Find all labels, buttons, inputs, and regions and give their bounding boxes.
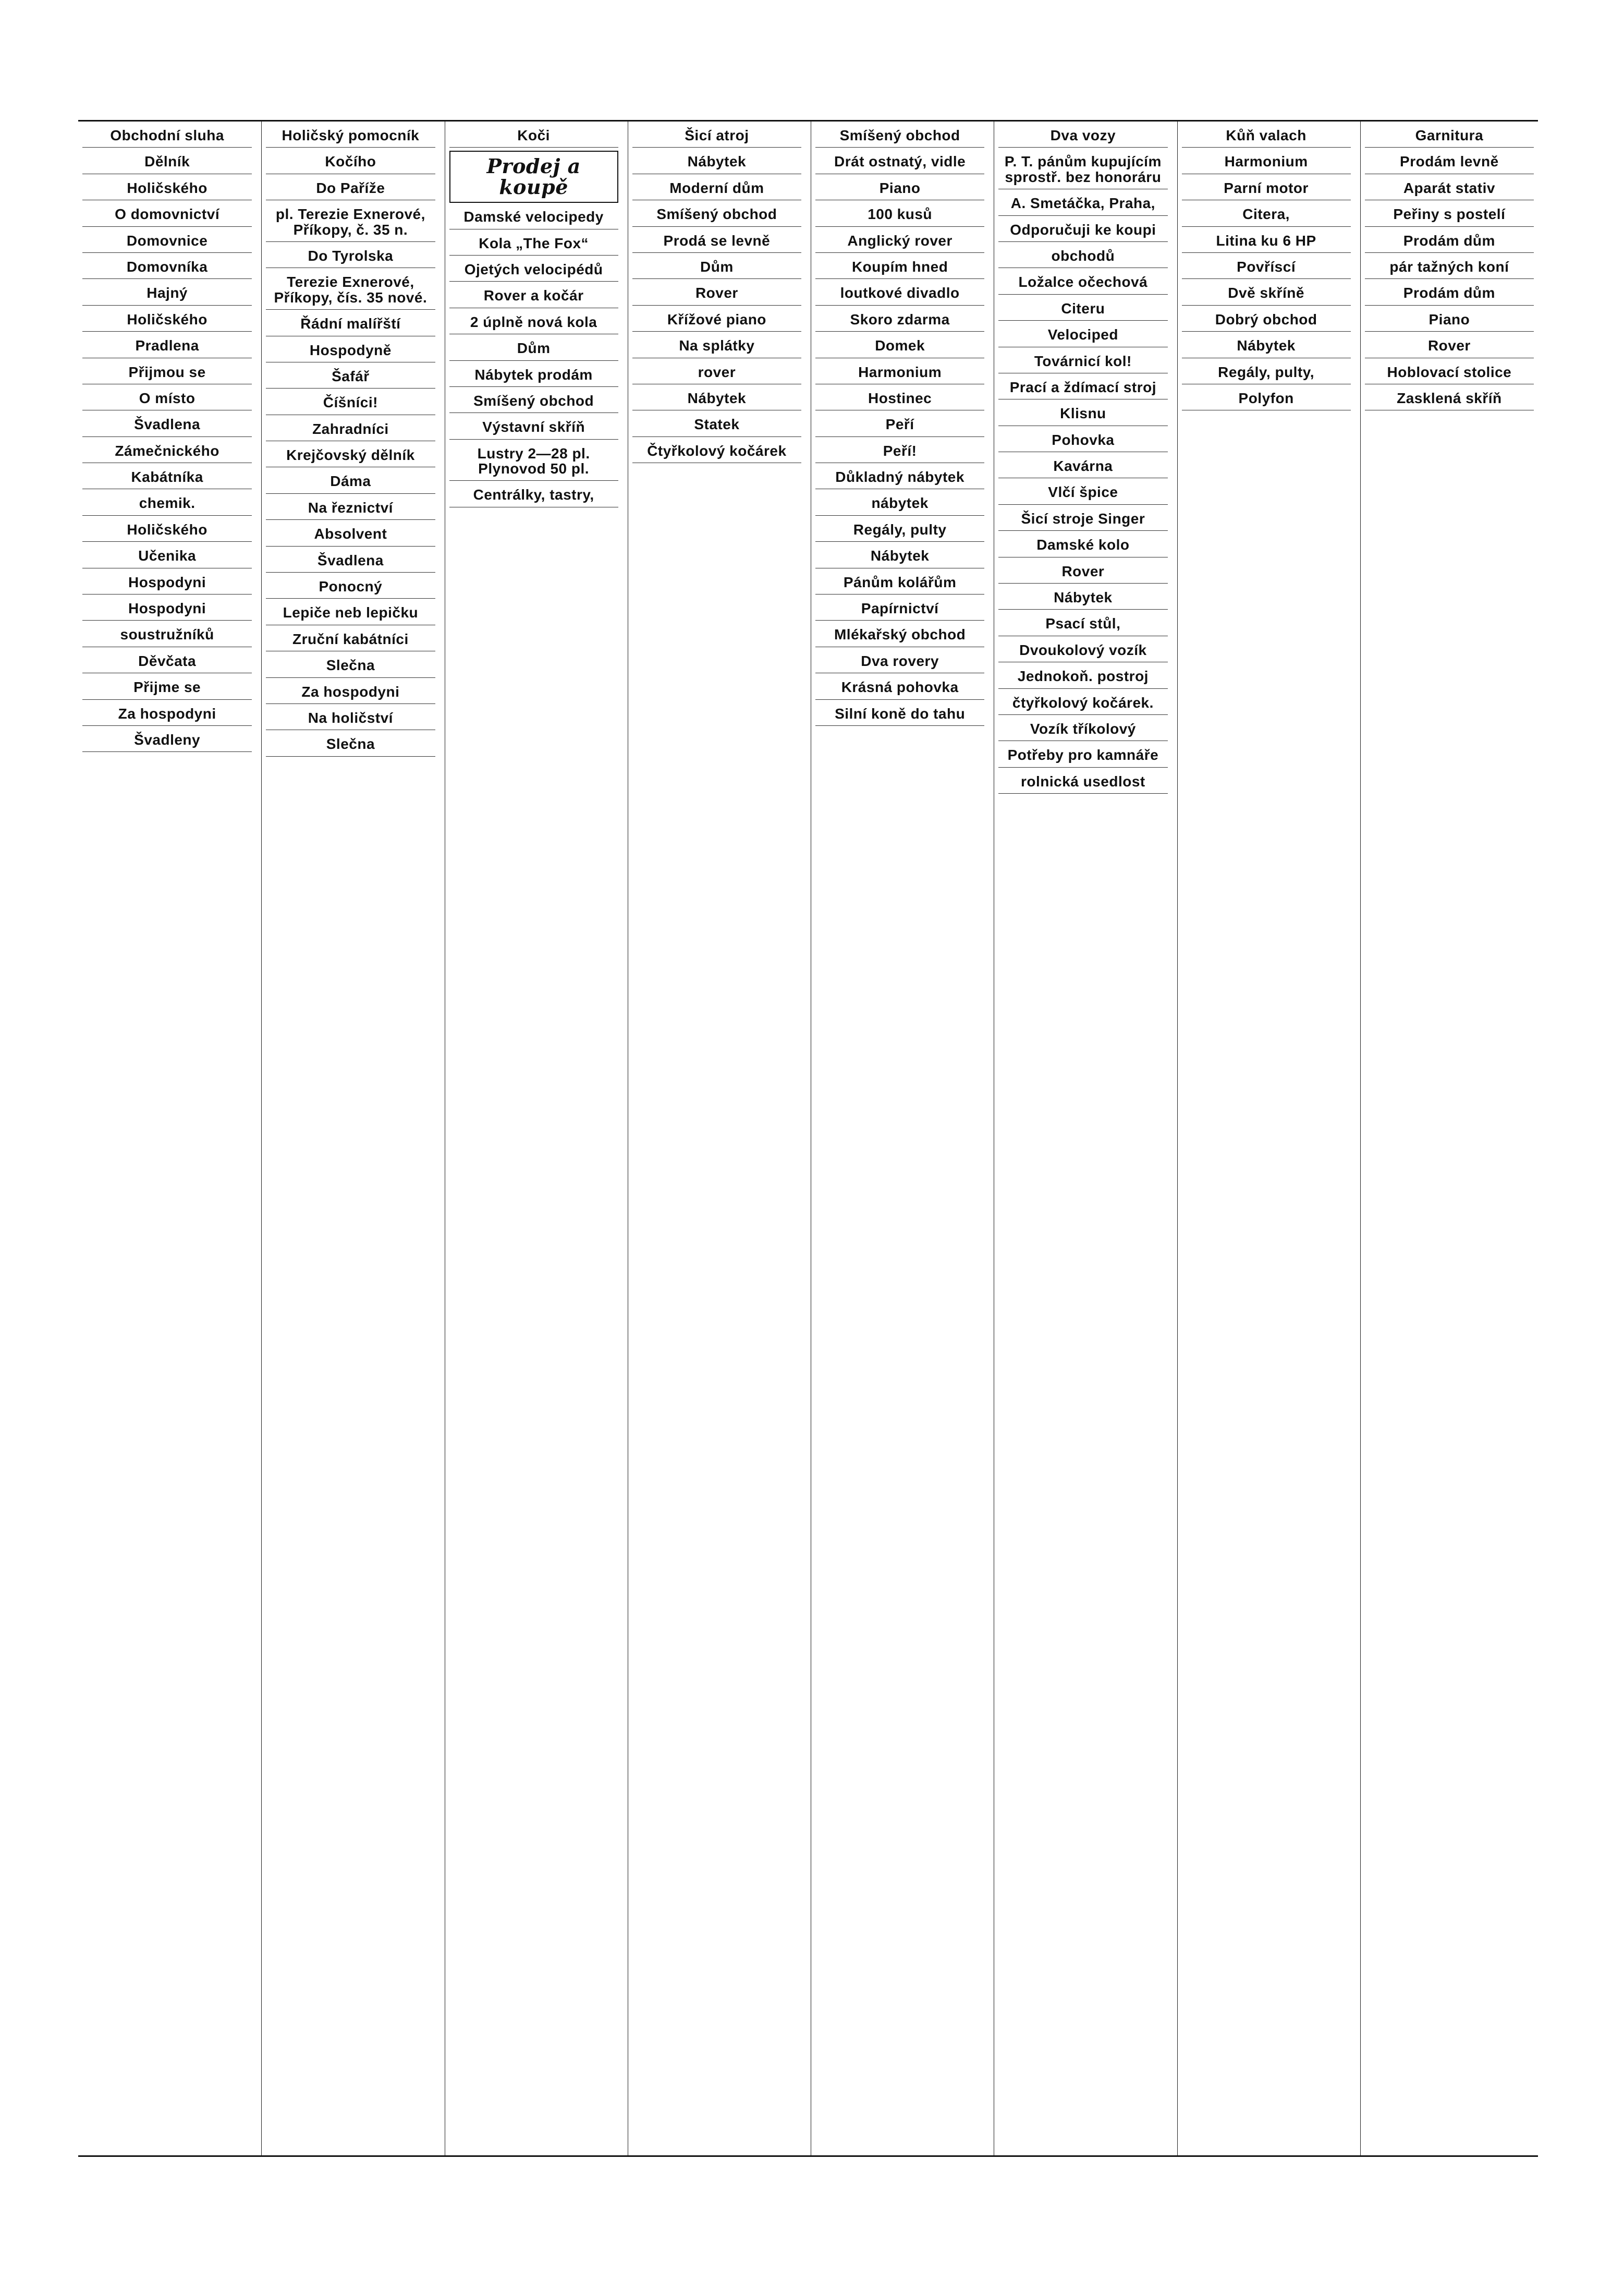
classified-ad	[632, 361, 801, 384]
ad-title: Ojetých velocipédů	[464, 261, 603, 277]
classified-ad	[449, 484, 618, 507]
ad-title: Ponocný	[319, 578, 383, 595]
ad-title: 2 úplně nová kola	[470, 313, 597, 330]
classified-ad	[998, 718, 1167, 741]
classified-ad	[82, 177, 252, 200]
ad-column	[994, 122, 1171, 2155]
classified-ad	[998, 245, 1167, 268]
ad-title: Číšníci!	[323, 394, 378, 411]
classified-ad	[82, 440, 252, 463]
classified-ad	[82, 466, 252, 489]
ad-title: Peřiny s postelí	[1393, 206, 1506, 223]
ad-title: Koupím hned	[851, 258, 948, 275]
classified-ad	[266, 707, 435, 730]
classified-ad	[266, 125, 435, 148]
ad-title: A. Smetáčka, Praha,	[1010, 195, 1155, 212]
classified-ad	[998, 151, 1167, 189]
ad-title: Kočího	[325, 153, 376, 170]
classified-ad	[266, 576, 435, 599]
ad-title: Mlékařský obchod	[834, 626, 966, 643]
classified-ad	[82, 519, 252, 542]
ad-title: Za hospodyni	[301, 683, 400, 700]
ad-title: Švadlena	[134, 416, 201, 433]
classified-ad	[632, 125, 801, 148]
ad-title: Smíšený obchod	[656, 206, 777, 223]
ad-title: Dvě skříně	[1228, 285, 1304, 301]
ad-title: rolnická usedlost	[1020, 773, 1145, 790]
classified-ad	[82, 256, 252, 279]
ad-title: obchodů	[1051, 247, 1115, 264]
ad-title: Papírnictví	[861, 600, 939, 617]
ad-title: pár tažných koní	[1389, 258, 1509, 275]
classified-ad	[266, 366, 435, 389]
classified-ad	[998, 377, 1167, 399]
classified-ad	[82, 125, 252, 148]
ad-column	[628, 122, 805, 2155]
classified-ad	[266, 550, 435, 573]
ad-title: Zámečnického	[115, 442, 219, 459]
classified-ad	[449, 443, 618, 481]
ad-title: Peří	[885, 416, 914, 433]
ad-title: Holičského	[127, 311, 207, 327]
classified-ad	[1182, 387, 1351, 410]
ad-title: Ložalce očechová	[1018, 274, 1148, 290]
classified-ad	[998, 429, 1167, 452]
classified-ad	[815, 309, 984, 332]
ad-title: Prodá se levně	[663, 232, 771, 249]
classified-ad	[632, 309, 801, 332]
ad-title: Hoblovací stolice	[1387, 363, 1512, 380]
classified-ad	[998, 350, 1167, 373]
ad-title: Hajný	[146, 285, 188, 301]
classified-ad	[815, 230, 984, 253]
ad-title: Křížové piano	[667, 311, 766, 327]
classified-ad	[266, 654, 435, 677]
ad-title: Čtyřkolový kočárek	[647, 442, 787, 459]
ad-title: Domovnice	[126, 232, 208, 249]
classified-ad	[632, 203, 801, 226]
ad-title: Anglický rover	[847, 232, 953, 249]
classified-ad	[815, 125, 984, 148]
ad-title: Dům	[517, 340, 551, 357]
classified-ad	[998, 219, 1167, 242]
classified-ad	[1365, 151, 1534, 174]
ad-column	[261, 122, 439, 2155]
ad-title: Krásná pohovka	[841, 679, 959, 696]
ad-title: Šafář	[332, 368, 370, 384]
ad-title: Šicí stroje Singer	[1021, 510, 1145, 527]
classified-ad	[449, 125, 618, 148]
classified-ad	[1365, 203, 1534, 226]
ad-title: Velociped	[1047, 326, 1118, 343]
classified-ad	[82, 151, 252, 174]
ad-title: Děvčata	[138, 652, 197, 669]
ad-title: Jednokoň. postroj	[1017, 668, 1149, 685]
ad-title: Švadleny	[134, 731, 201, 748]
classified-ad	[82, 545, 252, 568]
ad-title: Pohovka	[1052, 431, 1115, 448]
ad-title: Kůň valach	[1226, 127, 1306, 143]
ad-title: Citera,	[1242, 206, 1290, 223]
ad-title: Lustry 2—28 pl. Plynovod 50 pl.	[477, 445, 590, 477]
ad-title: P. T. pánům kupujícím sprostř. bez honoráru	[1004, 153, 1162, 185]
classified-ad	[82, 203, 252, 226]
classified-ad	[815, 650, 984, 673]
classified-ad	[266, 470, 435, 493]
ad-title: Polyfon	[1238, 390, 1294, 406]
classified-ad	[82, 309, 252, 332]
classified-ad	[1182, 282, 1351, 305]
ad-title: Do Paříže	[316, 179, 385, 196]
ad-title: Za hospodyni	[118, 705, 216, 722]
ad-title: Hospodyně	[309, 342, 392, 358]
section-heading: Prodej a koupě	[486, 154, 581, 199]
classified-ad	[449, 233, 618, 256]
classified-ad	[449, 311, 618, 334]
ad-title: Smíšený obchod	[839, 127, 960, 143]
ad-title: Dáma	[330, 473, 371, 490]
classified-ad	[815, 676, 984, 699]
classified-ad	[998, 561, 1167, 584]
classified-ad	[82, 361, 252, 384]
classified-ad	[998, 481, 1167, 504]
ad-title: Parní motor	[1224, 179, 1309, 196]
classified-ad	[266, 733, 435, 756]
classified-ad	[815, 545, 984, 568]
ad-title: Učenika	[138, 548, 197, 564]
ad-title: Odporučuji ke koupi	[1010, 221, 1156, 238]
ad-title: Regály, pulty	[853, 521, 947, 538]
ad-title: soustružníků	[120, 626, 214, 643]
classified-ad	[998, 613, 1167, 636]
classified-ad	[815, 203, 984, 226]
classified-ad	[449, 285, 618, 308]
classified-ad	[998, 692, 1167, 715]
ad-title: Aparát stativ	[1403, 179, 1495, 196]
classified-ad	[998, 665, 1167, 688]
ad-title: Povříscí	[1237, 258, 1296, 275]
ad-title: Psací stůl,	[1045, 615, 1121, 632]
classified-ad	[266, 628, 435, 651]
classified-ad	[632, 414, 801, 436]
ad-title: Prací a ždímací stroj	[1009, 379, 1157, 395]
ad-title: nábytek	[871, 495, 929, 512]
ad-title: Na holičství	[308, 709, 393, 726]
ad-title: Smíšený obchod	[473, 392, 594, 409]
ad-title: Důkladný nábytek	[835, 469, 964, 486]
ad-title: Harmonium	[1224, 153, 1308, 170]
ad-title: Obchodní sluha	[110, 127, 224, 143]
ad-title: Kabátníka	[131, 469, 203, 486]
classified-ad	[449, 337, 618, 360]
ad-title: Kola „The Fox“	[479, 235, 589, 251]
classified-ad	[815, 572, 984, 595]
ad-title: Terezie Exnerové, Příkopy, čís. 35 nové.	[274, 274, 428, 306]
classified-ad	[998, 639, 1167, 662]
classified-ad	[1182, 125, 1351, 148]
classified-ad	[449, 416, 618, 439]
classified-ad	[998, 403, 1167, 426]
classified-ad	[1365, 361, 1534, 384]
ad-title: Domek	[875, 337, 925, 354]
ad-title: Nábytek	[687, 153, 747, 170]
ad-title: Garnitura	[1415, 127, 1484, 143]
classified-ad	[266, 497, 435, 520]
classified-ad	[815, 335, 984, 358]
classified-ad	[815, 361, 984, 384]
ad-column	[445, 122, 622, 2155]
ad-title: 100 kusů	[868, 206, 933, 223]
section-heading-box	[449, 151, 618, 203]
ad-title: Továrnicí kol!	[1034, 353, 1132, 369]
classified-ad	[632, 230, 801, 253]
classified-ad	[998, 298, 1167, 321]
classified-ad	[266, 418, 435, 441]
ad-title: Rover	[1427, 337, 1471, 354]
classified-ad	[815, 519, 984, 542]
classified-ad	[1365, 230, 1534, 253]
classified-ad	[998, 455, 1167, 478]
classified-ad	[998, 192, 1167, 215]
ad-title: Dva rovery	[861, 652, 939, 669]
classified-ad	[815, 256, 984, 279]
classified-ad	[266, 523, 435, 546]
classified-ad	[815, 151, 984, 174]
classified-ad	[449, 364, 618, 387]
ad-title: Potřeby pro kamnáře	[1007, 747, 1159, 763]
ad-title: Dobrý obchod	[1215, 311, 1317, 327]
classified-ad	[82, 387, 252, 410]
classified-ad	[1182, 361, 1351, 384]
ad-title: Prodám dům	[1403, 285, 1495, 301]
classified-ad	[632, 282, 801, 305]
ad-title: Peří!	[883, 442, 917, 459]
classified-ad	[266, 245, 435, 268]
classified-ad	[1365, 177, 1534, 200]
ad-title: Moderní dům	[669, 179, 764, 196]
ad-title: Hospodyni	[128, 600, 206, 617]
classified-ad	[998, 324, 1167, 347]
ad-title: Lepiče neb lepičku	[283, 604, 419, 621]
ad-title: Na splátky	[679, 337, 755, 354]
classified-ad	[82, 650, 252, 673]
ad-title: Harmonium	[858, 363, 942, 380]
classified-ad	[266, 444, 435, 467]
classified-ad	[1365, 282, 1534, 305]
classified-ad	[815, 624, 984, 647]
ad-column	[1177, 122, 1355, 2155]
classified-ad	[449, 390, 618, 413]
ad-title: Do Tyrolska	[308, 247, 394, 264]
ad-title: chemik.	[139, 495, 196, 512]
classified-ad	[998, 534, 1167, 557]
classified-ad	[815, 703, 984, 726]
ad-title: Damské velocipedy	[463, 209, 604, 225]
classified-ad	[266, 151, 435, 174]
ad-title: Rover	[695, 285, 738, 301]
ad-title: Dvoukolový vozík	[1019, 641, 1147, 658]
ad-title: loutkové divadlo	[840, 285, 960, 301]
classified-ad	[815, 387, 984, 410]
classified-ad	[998, 744, 1167, 767]
classified-ad	[815, 177, 984, 200]
ad-title: Zasklená skříň	[1397, 390, 1502, 406]
ad-title: Nábytek	[1054, 589, 1113, 606]
ad-title: Absolvent	[314, 526, 387, 542]
ad-title: Dva vozy	[1050, 127, 1116, 143]
ad-title: Pánům kolářům	[843, 574, 957, 590]
classified-ad	[1182, 177, 1351, 200]
ad-title: Kavárna	[1053, 458, 1113, 475]
classified-ad	[82, 230, 252, 253]
ad-title: Slečna	[326, 736, 375, 753]
ad-title: Krejčovský dělník	[286, 447, 415, 464]
classified-ad	[815, 414, 984, 436]
ad-title: Statek	[694, 416, 740, 433]
classified-ad	[998, 271, 1167, 294]
ad-title: Rover	[1061, 563, 1105, 579]
classified-ad	[82, 414, 252, 436]
ad-title: Zruční kabátníci	[292, 630, 409, 647]
ad-title: Nábytek	[687, 390, 747, 406]
ad-title: Prodám dům	[1403, 232, 1495, 249]
classified-ad	[632, 387, 801, 410]
ad-title: Na řeznictví	[308, 499, 393, 516]
classified-ad	[1182, 230, 1351, 253]
classified-ad	[1182, 151, 1351, 174]
classified-ad	[998, 771, 1167, 794]
ad-title: Citeru	[1061, 300, 1105, 317]
classified-ad	[815, 282, 984, 305]
ad-title: Nábytek	[870, 548, 930, 564]
ad-title: pl. Terezie Exnerové, Příkopy, č. 35 n.	[275, 206, 425, 238]
ad-title: Centrálky, tastry,	[473, 487, 594, 503]
classified-ad	[815, 440, 984, 463]
ad-title: Vlčí špice	[1048, 484, 1118, 501]
classified-ad	[266, 602, 435, 625]
ad-title: Dům	[700, 258, 734, 275]
classified-ad	[82, 676, 252, 699]
ad-title: Slečna	[326, 657, 375, 674]
ad-title: Nábytek	[1237, 337, 1296, 354]
ad-title: Šicí atroj	[685, 127, 749, 143]
classified-ad	[82, 624, 252, 647]
classified-ad	[998, 587, 1167, 610]
ad-title: Domovníka	[126, 258, 208, 275]
ad-title: Piano	[879, 179, 921, 196]
ad-title: Koči	[517, 127, 550, 143]
ad-title: Prodám levně	[1400, 153, 1499, 170]
ad-title: Litina ku 6 HP	[1216, 232, 1316, 249]
classified-ad	[266, 339, 435, 362]
ad-title: rover	[698, 363, 736, 380]
ad-title: Hostinec	[868, 390, 932, 406]
ad-title: Švadlena	[317, 552, 384, 568]
classified-ad	[1365, 309, 1534, 332]
classified-ad	[1365, 387, 1534, 410]
classified-ad	[82, 282, 252, 305]
classified-ad	[82, 598, 252, 621]
classified-ad	[1365, 256, 1534, 279]
classified-ad	[1365, 335, 1534, 358]
classified-ad	[449, 259, 618, 282]
ad-title: Klisnu	[1060, 405, 1106, 422]
ad-title: Holičského	[127, 179, 207, 196]
classified-ad	[815, 466, 984, 489]
classified-ad	[815, 598, 984, 621]
classified-ad	[266, 392, 435, 415]
classified-ad	[1365, 125, 1534, 148]
classified-ad	[82, 335, 252, 358]
classified-ad	[266, 271, 435, 310]
ad-title: Drát ostnatý, vidle	[834, 153, 966, 170]
classified-ad	[82, 703, 252, 726]
ad-title: Přijmou se	[128, 363, 206, 380]
ad-column	[811, 122, 988, 2155]
classified-ad	[266, 313, 435, 336]
classified-ad	[632, 177, 801, 200]
classifieds-page	[78, 120, 1538, 2157]
ad-title: Rover a kočár	[483, 287, 584, 304]
ad-title: Řádní malířští	[300, 316, 401, 332]
ad-title: Skoro zdarma	[850, 311, 950, 327]
ad-title: Přijme se	[133, 679, 201, 696]
ad-column	[78, 122, 256, 2155]
classified-ad	[632, 151, 801, 174]
classified-ad	[1182, 309, 1351, 332]
ad-column	[1360, 122, 1538, 2155]
classified-ad	[998, 125, 1167, 148]
classified-ad	[82, 729, 252, 752]
ad-title: Silní koně do tahu	[835, 705, 966, 722]
ad-title: Dělník	[144, 153, 190, 170]
classified-ad	[1182, 335, 1351, 358]
ad-title: Vozík tříkolový	[1030, 720, 1136, 737]
ad-title: Nábytek prodám	[474, 366, 593, 383]
ad-title: Zahradníci	[312, 420, 389, 437]
ad-title: čtyřkolový kočárek.	[1012, 694, 1154, 711]
ad-title: Výstavní skříň	[482, 419, 585, 435]
classified-ad	[449, 206, 618, 229]
classified-ad	[632, 440, 801, 463]
ad-title: Hospodyni	[128, 574, 206, 590]
classified-ad	[266, 203, 435, 242]
ad-title: O domovnictví	[115, 206, 220, 223]
classified-ad	[1182, 256, 1351, 279]
ad-title: O místo	[139, 390, 196, 406]
classified-ad	[998, 508, 1167, 531]
ad-title: Piano	[1428, 311, 1470, 327]
classified-ad	[82, 492, 252, 515]
ad-title: Holičský pomocník	[282, 127, 420, 143]
classified-ad	[632, 335, 801, 358]
ad-title: Holičského	[127, 521, 207, 538]
classified-ad	[632, 256, 801, 279]
ad-title: Regály, pulty,	[1218, 363, 1315, 380]
classified-ad	[815, 492, 984, 515]
classified-ad	[266, 681, 435, 704]
ad-title: Pradlena	[135, 337, 199, 354]
classified-ad	[266, 177, 435, 200]
classified-ad	[1182, 203, 1351, 226]
ad-title: Damské kolo	[1036, 537, 1130, 553]
classified-ad	[82, 572, 252, 595]
